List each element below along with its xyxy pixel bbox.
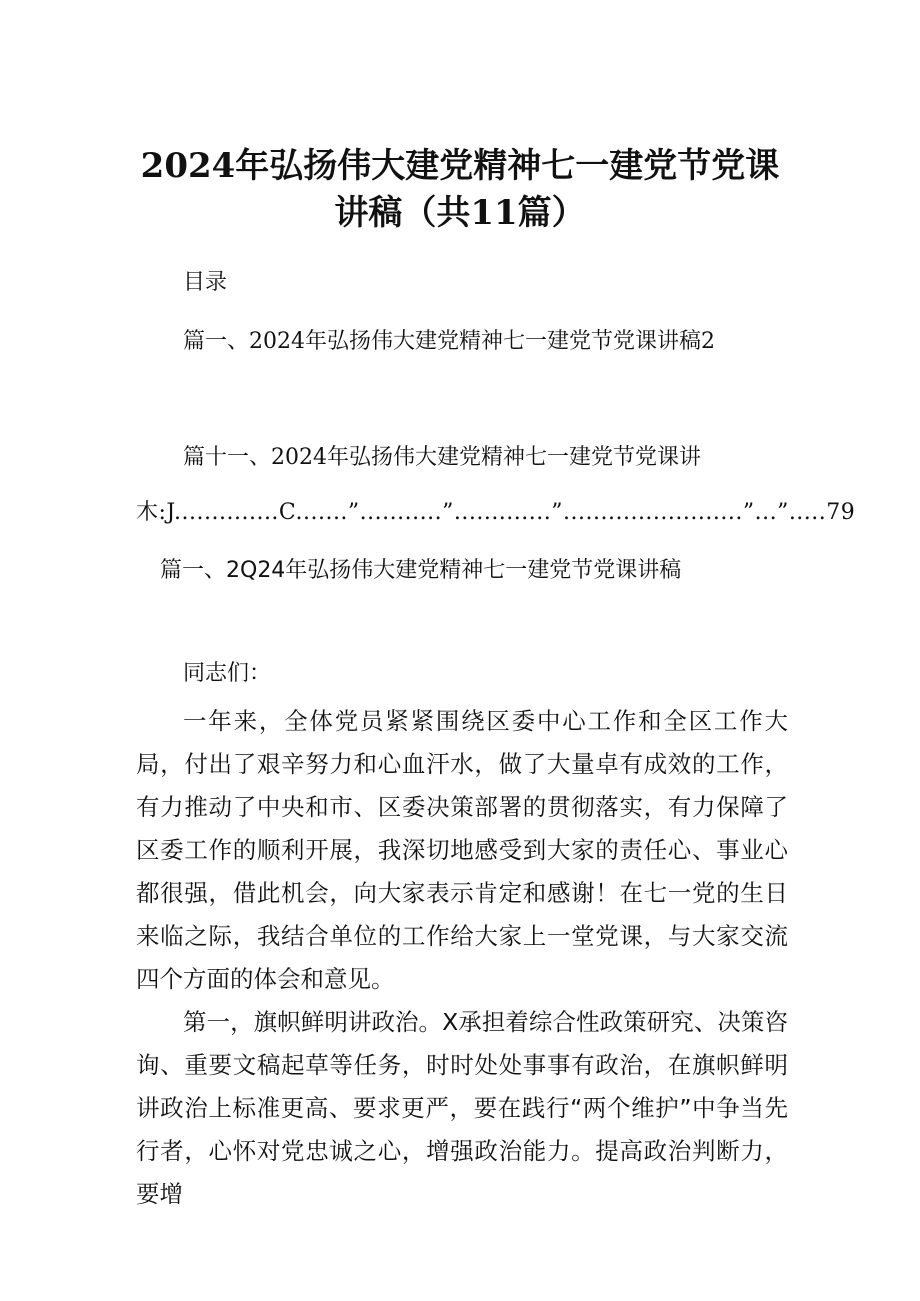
toc-entry-11-line-2[interactable]: 木:J..............C.......”...........”.............”........................”...”.....79 xyxy=(136,500,856,525)
toc-heading: 目录 xyxy=(183,270,228,295)
document-title-line-1: 2024年弘扬伟大建党精神七一建党节党课 xyxy=(140,146,780,186)
greeting: 同志们： xyxy=(183,661,272,686)
toc-entry-1[interactable]: 篇一、2024年弘扬伟大建党精神七一建党节党课讲稿2 xyxy=(183,329,715,354)
section-heading: 篇一、2Q24年弘扬伟大建党精神七一建党节党课讲稿 xyxy=(160,558,682,583)
body-paragraph-2: 第一，旗帜鲜明讲政治。X承担着综合性政策研究、决策咨询、重要文稿起草等任务，时时处处事事有政治，在旗帜鲜明讲政治上标准更高、要求更严，要在践行“两个维护”中争当先行者，心怀对党忠诚之心，增强政治能力。提高政治判断力，要增 xyxy=(136,1008,788,1208)
toc-entry-11-line-1[interactable]: 篇十一、2024年弘扬伟大建党精神七一建党节党课讲 xyxy=(183,445,701,470)
document-title-line-2: 讲稿（共11篇） xyxy=(334,193,586,233)
body-paragraph-1: 一年来，全体党员紧紧围绕区委中心工作和全区工作大局，付出了艰辛努力和心血汗水，做了大量卓有成效的工作，有力推动了中央和市、区委决策部署的贯彻落实，有力保障了区委工作的顺利开展，我深切地感受到大家的责任心、事业心都很强，借此机会，向大家表示肯定和感谢！在七一党的生日来临之际，我结合单位的工作给大家上一堂党课，与大家交流四个方面的体会和意见。 xyxy=(136,707,788,993)
